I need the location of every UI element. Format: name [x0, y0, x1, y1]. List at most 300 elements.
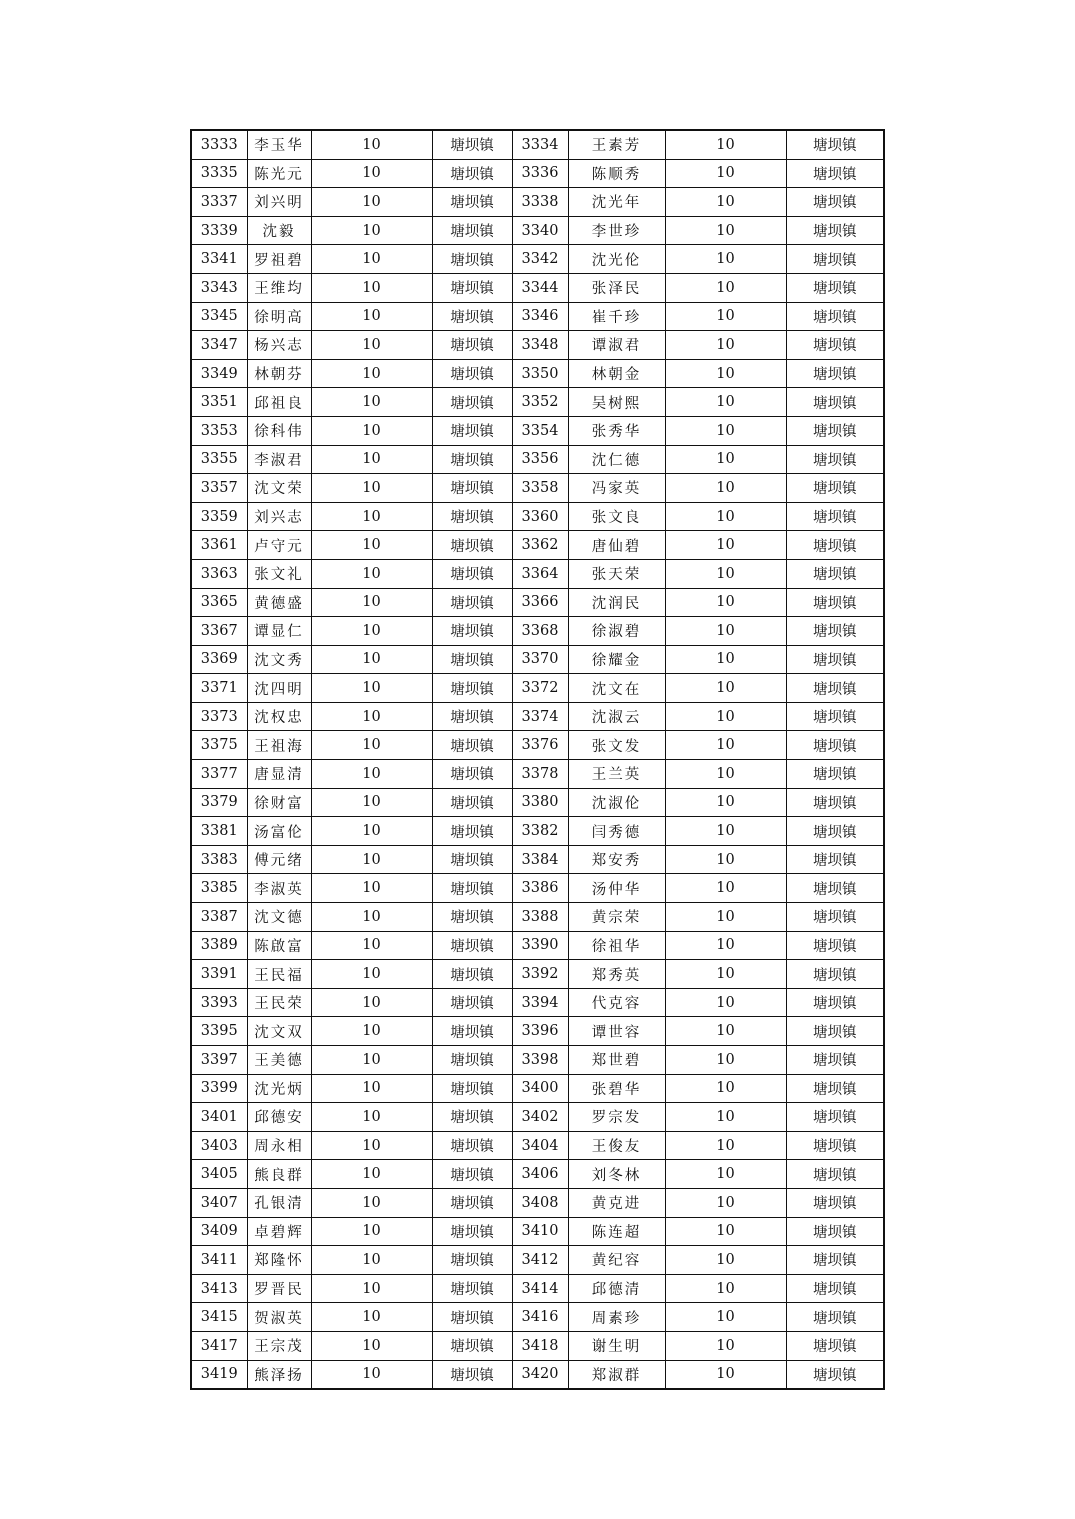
left-name-cell: 郑隆怀 — [247, 1246, 311, 1275]
left-number-cell: 3359 — [191, 502, 247, 531]
left-amount-cell: 10 — [311, 188, 432, 217]
left-amount-cell: 10 — [311, 702, 432, 731]
left-number-cell: 3335 — [191, 159, 247, 188]
left-number-cell: 3339 — [191, 216, 247, 245]
left-amount-cell: 10 — [311, 1131, 432, 1160]
table-row — [191, 474, 884, 503]
left-town-cell: 塘坝镇 — [432, 188, 512, 217]
left-amount-cell: 10 — [311, 588, 432, 617]
table-row — [191, 1331, 884, 1360]
left-name-cell: 李淑君 — [247, 445, 311, 474]
table-row — [191, 188, 884, 217]
right-amount-cell: 10 — [665, 188, 786, 217]
right-name-cell: 闫秀德 — [568, 817, 665, 846]
table-row — [191, 1103, 884, 1132]
right-town-cell: 塘坝镇 — [786, 1046, 884, 1075]
roster-table — [190, 129, 885, 1390]
left-town-cell: 塘坝镇 — [432, 502, 512, 531]
table-row — [191, 845, 884, 874]
right-name-cell: 邱德清 — [568, 1274, 665, 1303]
left-number-cell: 3385 — [191, 874, 247, 903]
right-name-cell: 王俊友 — [568, 1131, 665, 1160]
right-town-cell: 塘坝镇 — [786, 159, 884, 188]
left-town-cell: 塘坝镇 — [432, 559, 512, 588]
right-town-cell: 塘坝镇 — [786, 1103, 884, 1132]
right-amount-cell: 10 — [665, 960, 786, 989]
left-town-cell: 塘坝镇 — [432, 302, 512, 331]
right-number-cell: 3408 — [512, 1188, 568, 1217]
right-town-cell: 塘坝镇 — [786, 1017, 884, 1046]
right-name-cell: 吴树熙 — [568, 388, 665, 417]
right-number-cell: 3374 — [512, 702, 568, 731]
left-name-cell: 唐显清 — [247, 760, 311, 789]
left-amount-cell: 10 — [311, 416, 432, 445]
table-row — [191, 216, 884, 245]
table-row — [191, 1274, 884, 1303]
right-amount-cell: 10 — [665, 273, 786, 302]
left-town-cell: 塘坝镇 — [432, 645, 512, 674]
right-town-cell: 塘坝镇 — [786, 874, 884, 903]
left-amount-cell: 10 — [311, 216, 432, 245]
left-amount-cell: 10 — [311, 1331, 432, 1360]
right-number-cell: 3334 — [512, 130, 568, 159]
left-number-cell: 3391 — [191, 960, 247, 989]
left-amount-cell: 10 — [311, 474, 432, 503]
left-name-cell: 林朝芬 — [247, 359, 311, 388]
right-number-cell: 3352 — [512, 388, 568, 417]
left-amount-cell: 10 — [311, 760, 432, 789]
right-name-cell: 徐祖华 — [568, 931, 665, 960]
right-town-cell: 塘坝镇 — [786, 903, 884, 932]
left-town-cell: 塘坝镇 — [432, 331, 512, 360]
left-number-cell: 3401 — [191, 1103, 247, 1132]
right-town-cell: 塘坝镇 — [786, 1160, 884, 1189]
left-number-cell: 3347 — [191, 331, 247, 360]
right-amount-cell: 10 — [665, 760, 786, 789]
right-number-cell: 3382 — [512, 817, 568, 846]
left-number-cell: 3403 — [191, 1131, 247, 1160]
left-town-cell: 塘坝镇 — [432, 1331, 512, 1360]
right-amount-cell: 10 — [665, 645, 786, 674]
table-row — [191, 674, 884, 703]
right-town-cell: 塘坝镇 — [786, 1303, 884, 1332]
right-amount-cell: 10 — [665, 559, 786, 588]
right-amount-cell: 10 — [665, 817, 786, 846]
right-town-cell: 塘坝镇 — [786, 1360, 884, 1389]
right-number-cell: 3410 — [512, 1217, 568, 1246]
left-amount-cell: 10 — [311, 445, 432, 474]
left-amount-cell: 10 — [311, 1160, 432, 1189]
left-name-cell: 傅元绪 — [247, 845, 311, 874]
left-town-cell: 塘坝镇 — [432, 988, 512, 1017]
right-name-cell: 汤仲华 — [568, 874, 665, 903]
right-amount-cell: 10 — [665, 416, 786, 445]
table-row — [191, 960, 884, 989]
left-number-cell: 3345 — [191, 302, 247, 331]
left-town-cell: 塘坝镇 — [432, 1074, 512, 1103]
table-row — [191, 702, 884, 731]
right-number-cell: 3340 — [512, 216, 568, 245]
left-amount-cell: 10 — [311, 731, 432, 760]
right-name-cell: 张天荣 — [568, 559, 665, 588]
table-row — [191, 1017, 884, 1046]
right-amount-cell: 10 — [665, 903, 786, 932]
table-row — [191, 302, 884, 331]
right-number-cell: 3364 — [512, 559, 568, 588]
left-town-cell: 塘坝镇 — [432, 760, 512, 789]
right-town-cell: 塘坝镇 — [786, 645, 884, 674]
right-town-cell: 塘坝镇 — [786, 817, 884, 846]
right-town-cell: 塘坝镇 — [786, 216, 884, 245]
left-number-cell: 3363 — [191, 559, 247, 588]
right-town-cell: 塘坝镇 — [786, 1131, 884, 1160]
left-number-cell: 3341 — [191, 245, 247, 274]
table-row — [191, 931, 884, 960]
left-number-cell: 3415 — [191, 1303, 247, 1332]
left-amount-cell: 10 — [311, 645, 432, 674]
right-number-cell: 3336 — [512, 159, 568, 188]
left-amount-cell: 10 — [311, 1246, 432, 1275]
table-row — [191, 1303, 884, 1332]
table-row — [191, 531, 884, 560]
left-amount-cell: 10 — [311, 931, 432, 960]
right-number-cell: 3362 — [512, 531, 568, 560]
left-name-cell: 沈文德 — [247, 903, 311, 932]
table-row — [191, 502, 884, 531]
right-amount-cell: 10 — [665, 1274, 786, 1303]
right-number-cell: 3356 — [512, 445, 568, 474]
table-row — [191, 588, 884, 617]
left-name-cell: 李淑英 — [247, 874, 311, 903]
left-name-cell: 王美德 — [247, 1046, 311, 1075]
right-name-cell: 谭世容 — [568, 1017, 665, 1046]
right-number-cell: 3414 — [512, 1274, 568, 1303]
left-number-cell: 3399 — [191, 1074, 247, 1103]
right-name-cell: 沈光年 — [568, 188, 665, 217]
right-town-cell: 塘坝镇 — [786, 331, 884, 360]
right-number-cell: 3388 — [512, 903, 568, 932]
right-amount-cell: 10 — [665, 331, 786, 360]
right-name-cell: 沈淑云 — [568, 702, 665, 731]
right-amount-cell: 10 — [665, 1246, 786, 1275]
right-amount-cell: 10 — [665, 1303, 786, 1332]
right-name-cell: 刘冬林 — [568, 1160, 665, 1189]
right-name-cell: 黄纪容 — [568, 1246, 665, 1275]
right-amount-cell: 10 — [665, 359, 786, 388]
left-town-cell: 塘坝镇 — [432, 1246, 512, 1275]
left-amount-cell: 10 — [311, 817, 432, 846]
right-number-cell: 3420 — [512, 1360, 568, 1389]
left-town-cell: 塘坝镇 — [432, 617, 512, 646]
right-amount-cell: 10 — [665, 845, 786, 874]
right-number-cell: 3372 — [512, 674, 568, 703]
right-amount-cell: 10 — [665, 617, 786, 646]
left-name-cell: 王宗茂 — [247, 1331, 311, 1360]
right-name-cell: 沈文在 — [568, 674, 665, 703]
right-number-cell: 3354 — [512, 416, 568, 445]
right-town-cell: 塘坝镇 — [786, 931, 884, 960]
right-number-cell: 3366 — [512, 588, 568, 617]
left-town-cell: 塘坝镇 — [432, 1103, 512, 1132]
right-name-cell: 郑秀英 — [568, 960, 665, 989]
left-name-cell: 熊良群 — [247, 1160, 311, 1189]
table-row — [191, 1046, 884, 1075]
left-amount-cell: 10 — [311, 559, 432, 588]
left-town-cell: 塘坝镇 — [432, 874, 512, 903]
left-town-cell: 塘坝镇 — [432, 445, 512, 474]
left-name-cell: 邱德安 — [247, 1103, 311, 1132]
left-number-cell: 3413 — [191, 1274, 247, 1303]
left-name-cell: 汤富伦 — [247, 817, 311, 846]
right-town-cell: 塘坝镇 — [786, 731, 884, 760]
right-town-cell: 塘坝镇 — [786, 302, 884, 331]
right-amount-cell: 10 — [665, 702, 786, 731]
table-row — [191, 817, 884, 846]
left-number-cell: 3407 — [191, 1188, 247, 1217]
right-number-cell: 3406 — [512, 1160, 568, 1189]
left-amount-cell: 10 — [311, 159, 432, 188]
left-town-cell: 塘坝镇 — [432, 1303, 512, 1332]
right-amount-cell: 10 — [665, 1217, 786, 1246]
left-number-cell: 3393 — [191, 988, 247, 1017]
right-number-cell: 3360 — [512, 502, 568, 531]
right-town-cell: 塘坝镇 — [786, 388, 884, 417]
left-number-cell: 3405 — [191, 1160, 247, 1189]
left-number-cell: 3381 — [191, 817, 247, 846]
right-name-cell: 李世珍 — [568, 216, 665, 245]
left-town-cell: 塘坝镇 — [432, 702, 512, 731]
right-town-cell: 塘坝镇 — [786, 845, 884, 874]
right-amount-cell: 10 — [665, 302, 786, 331]
table-row — [191, 1160, 884, 1189]
table-row — [191, 1188, 884, 1217]
right-amount-cell: 10 — [665, 1131, 786, 1160]
left-name-cell: 刘兴明 — [247, 188, 311, 217]
left-town-cell: 塘坝镇 — [432, 817, 512, 846]
left-name-cell: 王祖海 — [247, 731, 311, 760]
right-number-cell: 3344 — [512, 273, 568, 302]
left-name-cell: 徐科伟 — [247, 416, 311, 445]
right-town-cell: 塘坝镇 — [786, 130, 884, 159]
left-number-cell: 3343 — [191, 273, 247, 302]
left-town-cell: 塘坝镇 — [432, 588, 512, 617]
right-name-cell: 黄克进 — [568, 1188, 665, 1217]
left-amount-cell: 10 — [311, 1303, 432, 1332]
right-number-cell: 3412 — [512, 1246, 568, 1275]
right-number-cell: 3358 — [512, 474, 568, 503]
left-number-cell: 3411 — [191, 1246, 247, 1275]
right-name-cell: 沈润民 — [568, 588, 665, 617]
left-number-cell: 3387 — [191, 903, 247, 932]
right-name-cell: 唐仙碧 — [568, 531, 665, 560]
right-amount-cell: 10 — [665, 531, 786, 560]
left-town-cell: 塘坝镇 — [432, 130, 512, 159]
left-name-cell: 王维均 — [247, 273, 311, 302]
table-row — [191, 1246, 884, 1275]
table-row — [191, 645, 884, 674]
roster-table-body — [191, 130, 884, 1389]
left-name-cell: 沈权忠 — [247, 702, 311, 731]
left-town-cell: 塘坝镇 — [432, 159, 512, 188]
left-amount-cell: 10 — [311, 1188, 432, 1217]
left-town-cell: 塘坝镇 — [432, 845, 512, 874]
right-number-cell: 3378 — [512, 760, 568, 789]
right-number-cell: 3376 — [512, 731, 568, 760]
right-town-cell: 塘坝镇 — [786, 674, 884, 703]
table-row — [191, 1217, 884, 1246]
right-town-cell: 塘坝镇 — [786, 702, 884, 731]
right-name-cell: 张泽民 — [568, 273, 665, 302]
left-amount-cell: 10 — [311, 674, 432, 703]
right-number-cell: 3404 — [512, 1131, 568, 1160]
right-amount-cell: 10 — [665, 731, 786, 760]
right-amount-cell: 10 — [665, 788, 786, 817]
right-amount-cell: 10 — [665, 674, 786, 703]
left-number-cell: 3349 — [191, 359, 247, 388]
left-town-cell: 塘坝镇 — [432, 731, 512, 760]
left-number-cell: 3389 — [191, 931, 247, 960]
right-number-cell: 3346 — [512, 302, 568, 331]
left-name-cell: 邱祖良 — [247, 388, 311, 417]
left-number-cell: 3409 — [191, 1217, 247, 1246]
right-town-cell: 塘坝镇 — [786, 273, 884, 302]
table-row — [191, 731, 884, 760]
right-amount-cell: 10 — [665, 1360, 786, 1389]
right-name-cell: 王素芳 — [568, 130, 665, 159]
right-number-cell: 3418 — [512, 1331, 568, 1360]
right-name-cell: 陈顺秀 — [568, 159, 665, 188]
right-amount-cell: 10 — [665, 1017, 786, 1046]
left-name-cell: 徐财富 — [247, 788, 311, 817]
left-name-cell: 孔银清 — [247, 1188, 311, 1217]
right-town-cell: 塘坝镇 — [786, 416, 884, 445]
right-name-cell: 谢生明 — [568, 1331, 665, 1360]
table-row — [191, 903, 884, 932]
left-amount-cell: 10 — [311, 359, 432, 388]
table-row — [191, 416, 884, 445]
right-town-cell: 塘坝镇 — [786, 531, 884, 560]
right-town-cell: 塘坝镇 — [786, 760, 884, 789]
left-number-cell: 3417 — [191, 1331, 247, 1360]
left-amount-cell: 10 — [311, 331, 432, 360]
table-row — [191, 159, 884, 188]
right-town-cell: 塘坝镇 — [786, 1246, 884, 1275]
right-name-cell: 郑淑群 — [568, 1360, 665, 1389]
left-name-cell: 李玉华 — [247, 130, 311, 159]
left-number-cell: 3351 — [191, 388, 247, 417]
right-town-cell: 塘坝镇 — [786, 988, 884, 1017]
left-town-cell: 塘坝镇 — [432, 1160, 512, 1189]
table-row — [191, 359, 884, 388]
left-number-cell: 3361 — [191, 531, 247, 560]
right-name-cell: 谭淑君 — [568, 331, 665, 360]
left-name-cell: 沈文双 — [247, 1017, 311, 1046]
left-town-cell: 塘坝镇 — [432, 359, 512, 388]
right-name-cell: 张文发 — [568, 731, 665, 760]
left-town-cell: 塘坝镇 — [432, 273, 512, 302]
left-amount-cell: 10 — [311, 502, 432, 531]
left-amount-cell: 10 — [311, 245, 432, 274]
table-row — [191, 1074, 884, 1103]
right-town-cell: 塘坝镇 — [786, 1331, 884, 1360]
right-amount-cell: 10 — [665, 931, 786, 960]
left-name-cell: 沈文秀 — [247, 645, 311, 674]
left-amount-cell: 10 — [311, 273, 432, 302]
left-number-cell: 3369 — [191, 645, 247, 674]
right-amount-cell: 10 — [665, 502, 786, 531]
right-number-cell: 3350 — [512, 359, 568, 388]
right-town-cell: 塘坝镇 — [786, 617, 884, 646]
right-amount-cell: 10 — [665, 588, 786, 617]
left-amount-cell: 10 — [311, 874, 432, 903]
right-name-cell: 罗宗发 — [568, 1103, 665, 1132]
left-amount-cell: 10 — [311, 1360, 432, 1389]
left-town-cell: 塘坝镇 — [432, 788, 512, 817]
table-row — [191, 988, 884, 1017]
right-amount-cell: 10 — [665, 1188, 786, 1217]
right-town-cell: 塘坝镇 — [786, 1188, 884, 1217]
right-amount-cell: 10 — [665, 1331, 786, 1360]
table-row — [191, 559, 884, 588]
left-name-cell: 沈光炳 — [247, 1074, 311, 1103]
right-amount-cell: 10 — [665, 1103, 786, 1132]
left-amount-cell: 10 — [311, 903, 432, 932]
right-amount-cell: 10 — [665, 1074, 786, 1103]
right-town-cell: 塘坝镇 — [786, 188, 884, 217]
table-row — [191, 1131, 884, 1160]
right-name-cell: 郑安秀 — [568, 845, 665, 874]
right-name-cell: 沈仁德 — [568, 445, 665, 474]
right-amount-cell: 10 — [665, 130, 786, 159]
left-town-cell: 塘坝镇 — [432, 245, 512, 274]
table-row — [191, 130, 884, 159]
left-town-cell: 塘坝镇 — [432, 903, 512, 932]
right-town-cell: 塘坝镇 — [786, 788, 884, 817]
right-number-cell: 3368 — [512, 617, 568, 646]
table-row — [191, 273, 884, 302]
left-name-cell: 贺淑英 — [247, 1303, 311, 1332]
right-amount-cell: 10 — [665, 388, 786, 417]
right-name-cell: 沈淑伦 — [568, 788, 665, 817]
left-town-cell: 塘坝镇 — [432, 674, 512, 703]
left-name-cell: 罗祖碧 — [247, 245, 311, 274]
table-row — [191, 445, 884, 474]
left-amount-cell: 10 — [311, 130, 432, 159]
right-amount-cell: 10 — [665, 445, 786, 474]
right-amount-cell: 10 — [665, 159, 786, 188]
right-number-cell: 3392 — [512, 960, 568, 989]
left-amount-cell: 10 — [311, 845, 432, 874]
left-amount-cell: 10 — [311, 1103, 432, 1132]
right-town-cell: 塘坝镇 — [786, 1274, 884, 1303]
right-number-cell: 3380 — [512, 788, 568, 817]
left-town-cell: 塘坝镇 — [432, 216, 512, 245]
left-town-cell: 塘坝镇 — [432, 960, 512, 989]
left-town-cell: 塘坝镇 — [432, 474, 512, 503]
right-name-cell: 周素珍 — [568, 1303, 665, 1332]
left-number-cell: 3333 — [191, 130, 247, 159]
right-town-cell: 塘坝镇 — [786, 359, 884, 388]
left-name-cell: 王民荣 — [247, 988, 311, 1017]
left-number-cell: 3383 — [191, 845, 247, 874]
left-amount-cell: 10 — [311, 302, 432, 331]
left-town-cell: 塘坝镇 — [432, 1360, 512, 1389]
right-name-cell: 代克容 — [568, 988, 665, 1017]
table-row — [191, 874, 884, 903]
right-number-cell: 3396 — [512, 1017, 568, 1046]
left-name-cell: 杨兴志 — [247, 331, 311, 360]
left-name-cell: 张文礼 — [247, 559, 311, 588]
